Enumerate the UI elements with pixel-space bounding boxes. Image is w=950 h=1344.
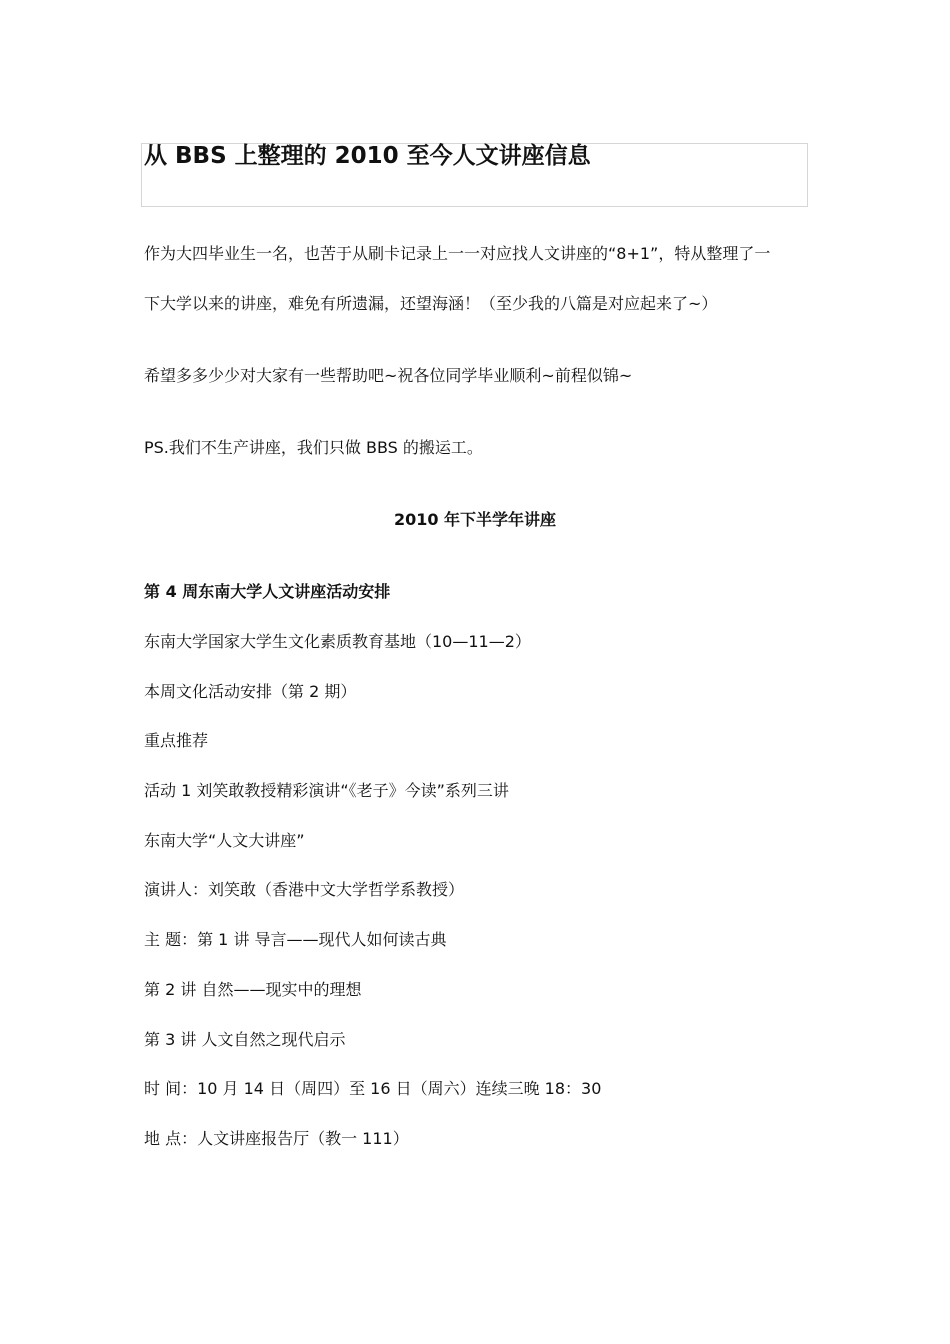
title-box <box>141 143 808 207</box>
info-line-base: 东南大学国家大学生文化素质教育基地（10—11—2） <box>144 632 531 651</box>
info-line-series: 东南大学“人文大讲座” <box>144 831 305 850</box>
intro-line-1: 作为大四毕业生一名，也苦于从刷卡记录上一一对应找人文讲座的“8+1”，特从整理了一 <box>144 244 771 263</box>
info-line-speaker: 演讲人：刘笑敢（香港中文大学哲学系教授） <box>144 880 465 899</box>
info-line-topic-3: 第 3 讲 人文自然之现代启示 <box>144 1030 346 1049</box>
info-line-topic-2: 第 2 讲 自然——现实中的理想 <box>144 980 362 999</box>
info-line-location: 地 点：人文讲座报告厅（教一 111） <box>144 1129 409 1148</box>
section-heading: 2010 年下半学年讲座 <box>393 510 557 529</box>
info-line-recommend: 重点推荐 <box>144 731 209 750</box>
info-line-schedule: 本周文化活动安排（第 2 期） <box>144 682 357 701</box>
document-title: 从 BBS 上整理的 2010 至今人文讲座信息 <box>144 143 591 169</box>
info-line-activity: 活动 1 刘笑敢教授精彩演讲“《老子》今读”系列三讲 <box>144 781 509 800</box>
intro-line-2: 下大学以来的讲座，难免有所遗漏，还望海涵！（至少我的八篇是对应起来了~） <box>144 294 718 313</box>
info-line-time: 时 间：10 月 14 日（周四）至 16 日（周六）连续三晚 18：30 <box>144 1079 602 1098</box>
ps-line: PS.我们不生产讲座，我们只做 BBS 的搬运工。 <box>144 438 483 457</box>
info-line-topic-1: 主 题：第 1 讲 导言——现代人如何读古典 <box>144 930 447 949</box>
wish-line: 希望多多少少对大家有一些帮助吧~祝各位同学毕业顺利~前程似锦~ <box>144 366 633 385</box>
week-heading: 第 4 周东南大学人文讲座活动安排 <box>144 582 391 601</box>
